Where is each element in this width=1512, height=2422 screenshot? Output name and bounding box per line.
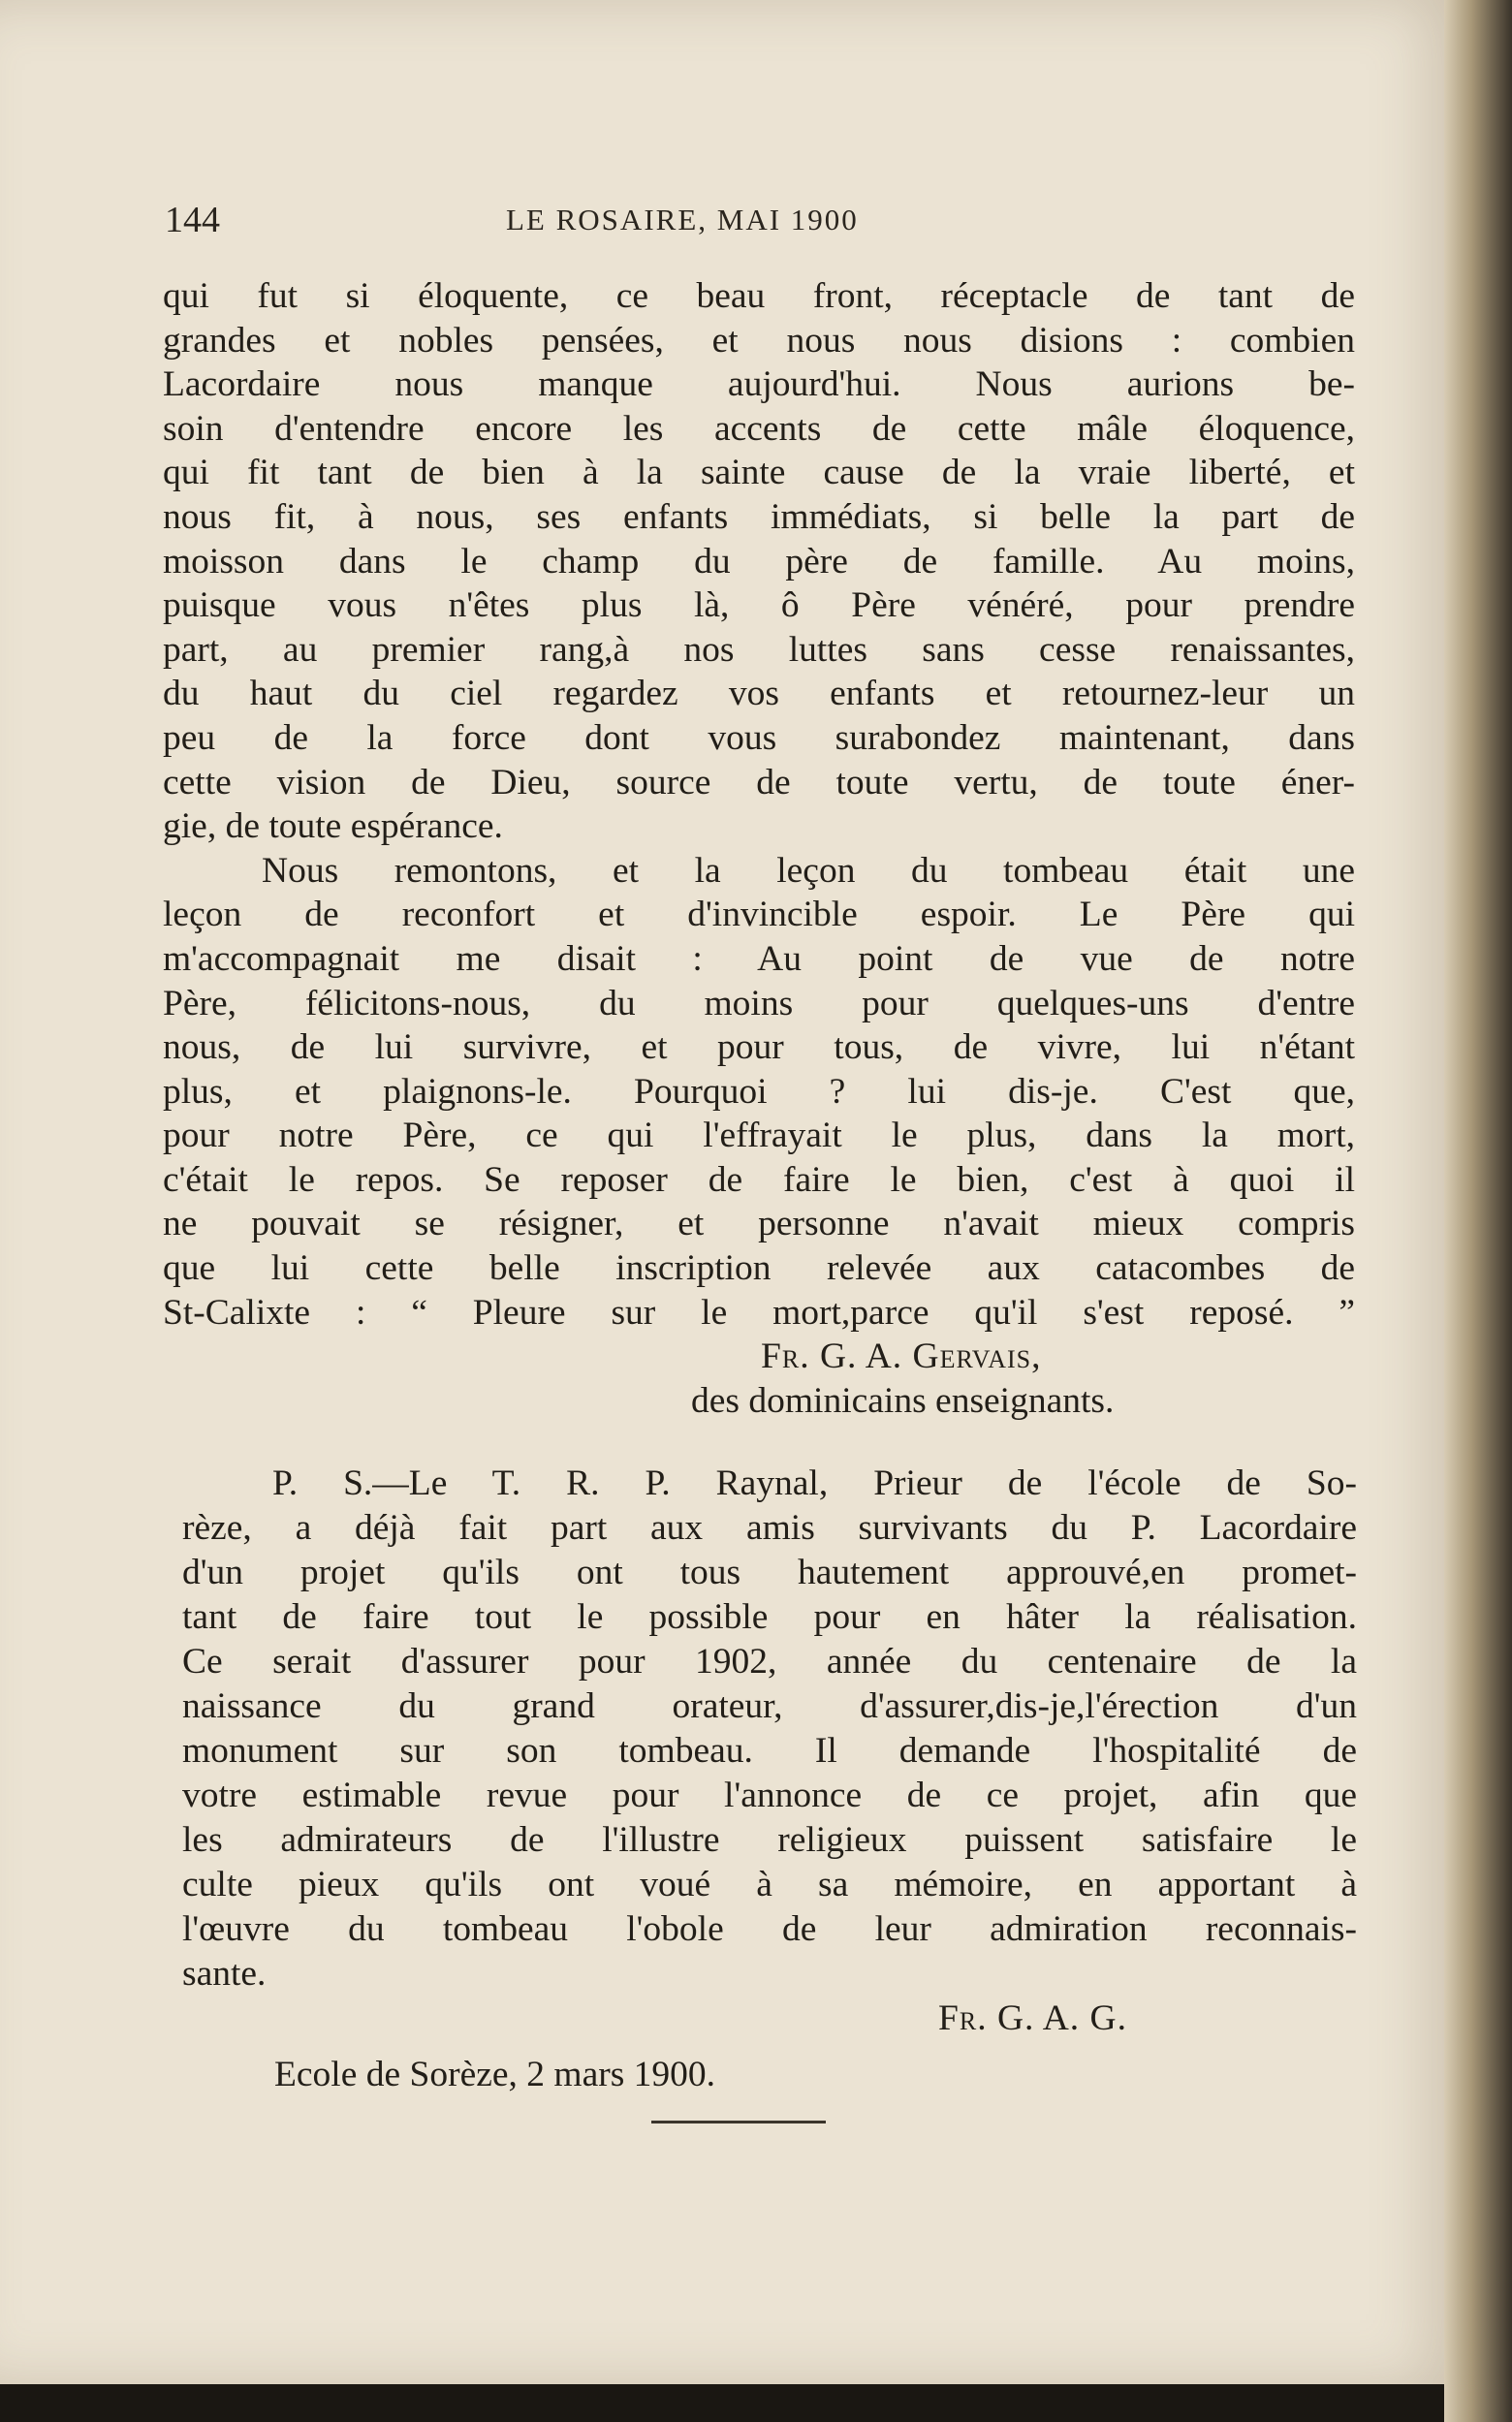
text-line: rèze, a déjà fait part aux amis survivants du P. Lacordaire [182,1508,1357,1548]
page-number: 144 [165,200,220,240]
author-affiliation: des dominicains enseignants. [691,1380,1115,1421]
text-line: que lui cette belle inscription relevée aux catacombes de [163,1248,1355,1289]
text-line: d'un projet qu'ils ont tous hautement approuvé,en promet- [182,1553,1357,1592]
dateline: Ecole de Sorèze, 2 mars 1900. [274,2055,716,2094]
text-line: l'œuvre du tombeau l'obole de leur admiration reconnais- [182,1909,1357,1949]
text-line: m'accompagnait me disait : Au point de vue de notre [163,938,1355,979]
text-line: pour notre Père, ce qui l'effrayait le plus, dans la mort, [163,1116,1355,1156]
text-line: soin d'entendre encore les accents de cette mâle éloquence, [163,408,1355,449]
running-title: LE ROSAIRE, MAI 1900 [506,203,859,236]
page-header [165,199,1367,257]
text-line: moisson dans le champ du père de famille. Au moins, [163,541,1355,582]
text-line: gie, de toute espérance. [163,806,503,847]
closing-rule [651,2121,826,2123]
text-line: puisque vous n'êtes plus là, ô Père vénéré, pour prendre [163,585,1355,626]
author-signature: Fr. G. A. Gervais, [761,1337,1042,1377]
text-line: Père, félicitons-nous, du moins pour quelques-uns d'entre [163,983,1355,1023]
text-line: leçon de reconfort et d'invincible espoir. Le Père qui [163,895,1355,935]
text-line: qui fut si éloquente, ce beau front, réceptacle de tant de [163,276,1355,316]
text-line: tant de faire tout le possible pour en hâter la réalisation. [182,1597,1357,1637]
text-line: naissance du grand orateur, d'assurer,dis-je,l'érection d'un [182,1686,1357,1726]
text-line: sante. [182,1954,267,1994]
postscript [182,1462,1357,2103]
text-line: cette vision de Dieu, source de toute vertu, de toute éner- [163,762,1355,802]
text-line: grandes et nobles pensées, et nous nous disions : combien [163,320,1355,361]
text-line: les admirateurs de l'illustre religieux puissent satisfaire le [182,1820,1357,1860]
text-line: Lacordaire nous manque aujourd'hui. Nous aurions be- [163,364,1355,405]
text-line: St-Calixte : “ Pleure sur le mort,parce qu'il s'est reposé. ” [163,1292,1355,1333]
text-line: peu de la force dont vous surabondez maintenant, dans [163,717,1355,758]
text-line: c'était le repos. Se reposer de faire le bien, c'est à quoi il [163,1159,1355,1200]
text-line: ne pouvait se résigner, et personne n'avait mieux compris [163,1204,1355,1244]
postscript-signature: Fr. G. A. G. [938,1998,1127,2038]
text-line: monument sur son tombeau. Il demande l'hospitalité de [182,1731,1357,1771]
text-line: Ce serait d'assurer pour 1902, année du centenaire de la [182,1642,1357,1682]
text-line: culte pieux qu'ils ont voué à sa mémoire, en apportant à [182,1865,1357,1904]
text-line: part, au premier rang,à nos luttes sans cesse renaissantes, [163,629,1355,670]
page-edge-shadow [1444,0,1512,2422]
text-line: nous, de lui survivre, et pour tous, de vivre, lui n'étant [163,1027,1355,1068]
article-body [163,274,1355,1423]
text-line: nous fit, à nous, ses enfants immédiats, si belle la part de [163,496,1355,537]
text-line: qui fit tant de bien à la sainte cause de la vraie liberté, et [163,453,1355,493]
text-line: du haut du ciel regardez vos enfants et retournez-leur un [163,674,1355,714]
text-line: votre estimable revue pour l'annonce de ce projet, afin que [182,1776,1357,1815]
text-line: plus, et plaignons-le. Pourquoi ? lui dis-je. C'est que, [163,1071,1355,1112]
text-line: Nous remontons, et la leçon du tombeau était une [262,850,1355,891]
text-line: P. S.—Le T. R. P. Raynal, Prieur de l'école de So- [272,1463,1357,1503]
